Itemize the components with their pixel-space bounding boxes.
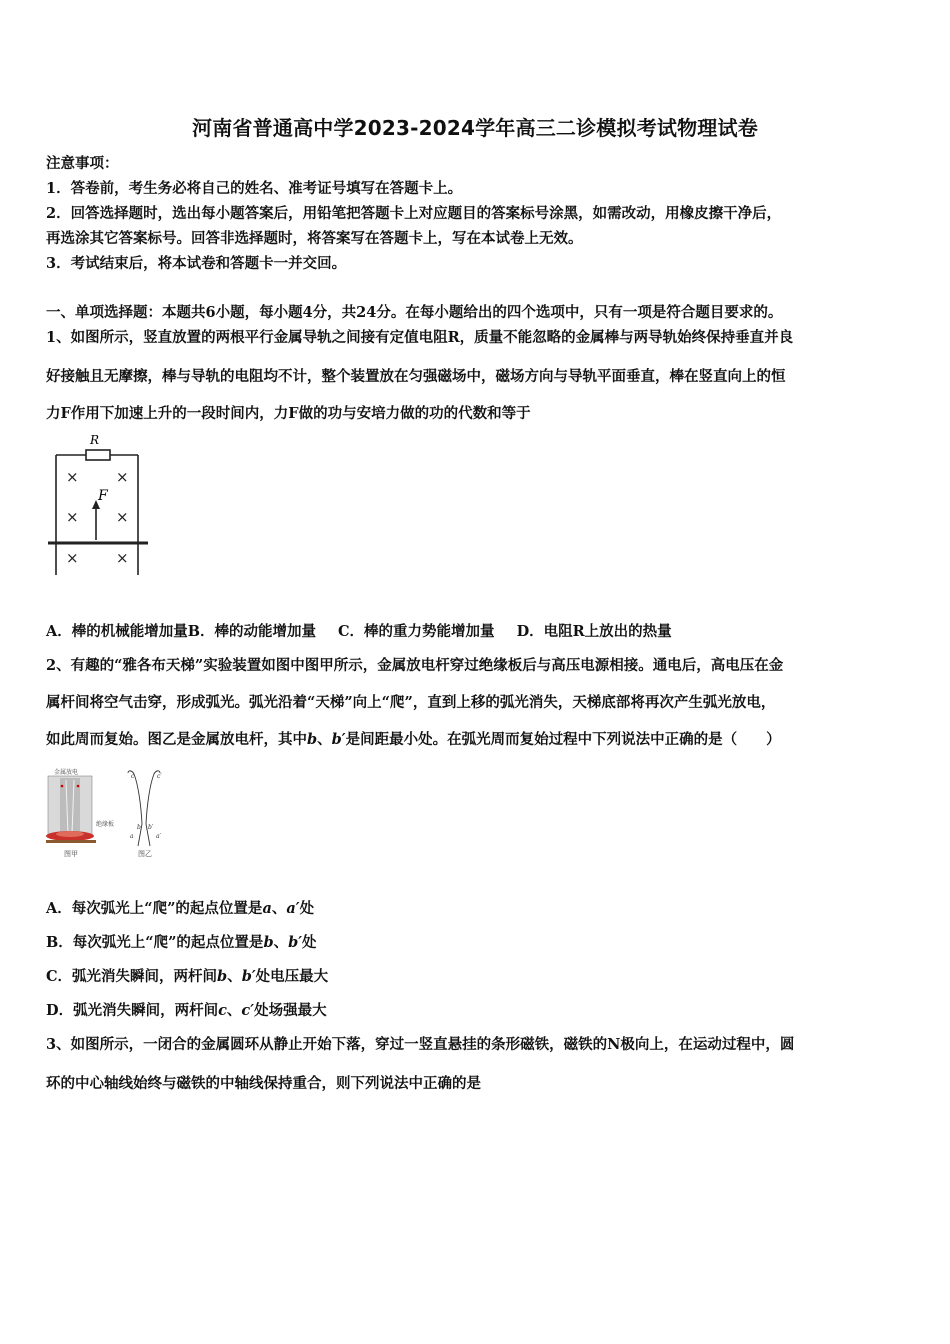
- point-b: b: [137, 824, 141, 831]
- resistor-label: R: [90, 433, 100, 447]
- notice-heading: 注意事项：: [46, 155, 119, 172]
- marker-dot: [77, 785, 80, 788]
- point-c: c: [131, 773, 135, 780]
- notice-item-3: 3．考试结束后，将本试卷和答题卡一并交回。: [46, 255, 347, 272]
- question-3-line-1: 3、如图所示，一闭合的金属圆环从静止开始下落，穿过一竖直悬挂的条形磁铁，磁铁的N极向上，在运动过程中，圆: [46, 1036, 795, 1053]
- point-b-prime: b′: [148, 824, 154, 831]
- question-1-options: [46, 620, 672, 641]
- rod-label: 金属放电: [54, 769, 79, 776]
- point-c-prime: c′: [157, 773, 162, 780]
- field-cross: ×: [66, 508, 79, 526]
- caption-jia: 图甲: [64, 850, 78, 858]
- question-2-option-a[interactable]: A．每次弧光上“爬”的起点位置是a、a′处: [46, 900, 315, 917]
- notice-item-1: 1．答卷前，考生务必将自己的姓名、准考证号填写在答题卡上。: [46, 180, 463, 197]
- marker-dot: [61, 785, 64, 788]
- question-1-line-2: 好接触且无摩擦，棒与导轨的电阻均不计，整个装置放在匀强磁场中，磁场方向与导轨平面垂直，棒在竖直向上的恒: [46, 368, 786, 385]
- caption-yi: 图乙: [138, 850, 152, 858]
- notice-item-2-line-1: 2．回答选择题时，选出每小题答案后，用铅笔把答题卡上对应题目的答案标号涂黑，如需改动，用橡皮擦干净后，: [46, 205, 782, 222]
- field-cross: ×: [66, 549, 79, 567]
- point-a-prime: a′: [156, 833, 161, 840]
- base: [46, 840, 96, 843]
- question-2-line-3: 如此周而复始。图乙是金属放电杆，其中b、b′是间距最小处。在弧光周而复始过程中下列说法中正确的是（ ）: [46, 731, 781, 748]
- page-title: 河南省普通高中学2023-2024学年高三二诊模拟考试物理试卷: [192, 116, 758, 140]
- option-b[interactable]: B．棒的动能增加量: [187, 623, 317, 640]
- question-2-option-b[interactable]: B．每次弧光上“爬”的起点位置是b、b′处: [46, 934, 317, 951]
- question-2-figure: [44, 764, 179, 864]
- field-cross: ×: [116, 508, 129, 526]
- option-d[interactable]: D．电阻R上放出的热量: [516, 623, 672, 640]
- question-1-figure: [44, 430, 154, 580]
- option-a[interactable]: A．棒的机械能增加量: [46, 623, 188, 640]
- field-cross: ×: [116, 468, 129, 486]
- notice-item-2-line-2: 再选涂其它答案标号。回答非选择题时，将答案写在答题卡上，写在本试卷上无效。: [46, 230, 583, 247]
- question-2-line-1: 2、有趣的“雅各布天梯”实验装置如图中图甲所示，金属放电杆穿过绝缘板后与高压电源相接。通电后，高电压在金: [46, 657, 784, 674]
- option-c[interactable]: C．棒的重力势能增加量: [338, 623, 495, 640]
- question-1-line-3: 力F作用下加速上升的一段时间内，力F做的功与安培力做的功的代数和等于: [46, 405, 531, 422]
- question-2-option-c[interactable]: C．弧光消失瞬间，两杆间b、b′处电压最大: [46, 968, 329, 985]
- section-1-heading: 一、单项选择题：本题共6小题，每小题4分，共24分。在每小题给出的四个选项中，只有一项是符合题目要求的。: [46, 304, 783, 321]
- point-a: a: [130, 833, 134, 840]
- question-2-line-2: 属杆间将空气击穿，形成弧光。弧光沿着“天梯”向上“爬”，直到上移的弧光消失，天梯底部将再次产生弧光放电，: [46, 694, 776, 711]
- question-3-line-2: 环的中心轴线始终与磁铁的中轴线保持重合，则下列说法中正确的是: [46, 1075, 481, 1092]
- question-2-option-d[interactable]: D．弧光消失瞬间，两杆间c、c′处场强最大: [46, 1002, 327, 1019]
- resistor: [86, 450, 110, 460]
- field-cross: ×: [66, 468, 79, 486]
- board-label: 绝缘板: [96, 821, 115, 828]
- question-1-line-1: 1、如图所示，竖直放置的两根平行金属导轨之间接有定值电阻R，质量不能忽略的金属棒与两导轨始终保持垂直并良: [46, 329, 794, 346]
- field-cross: ×: [116, 549, 129, 567]
- force-label: F: [98, 488, 108, 504]
